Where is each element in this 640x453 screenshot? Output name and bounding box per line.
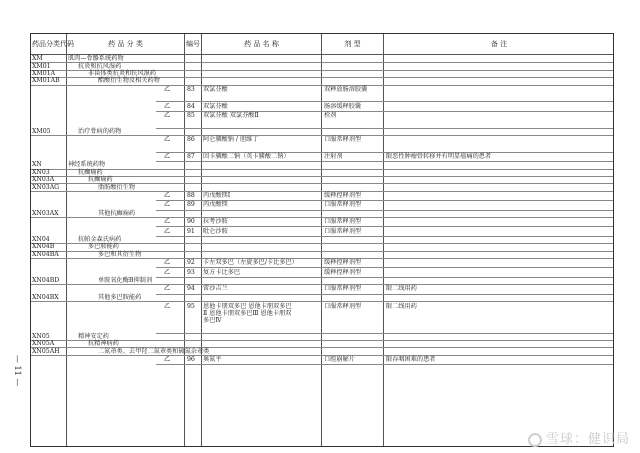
- row-number: 91: [187, 227, 195, 235]
- row-category: 脂肪酸衍生物: [98, 183, 136, 191]
- header-note: 备 注: [490, 40, 508, 48]
- row-name: 丙戊酸镁Ⅰ: [203, 191, 231, 199]
- row-name: 双氯芬酸: [203, 85, 228, 93]
- row-code: XN04BX: [32, 293, 59, 301]
- row-type: 乙: [164, 152, 171, 160]
- row-note: 限恶性肿瘤骨转移并有明显癌痛的患者: [386, 152, 492, 160]
- table-row: [31, 355, 613, 364]
- row-form: 口服常释剂型: [324, 136, 362, 144]
- row-number: 84: [187, 102, 195, 110]
- row-code: XN03AX: [32, 209, 59, 217]
- row-type: 乙: [164, 102, 171, 110]
- table-row: [31, 301, 613, 333]
- row-type: 乙: [164, 285, 171, 293]
- row-code: XM05: [32, 127, 51, 135]
- row-type: 乙: [164, 355, 171, 363]
- row-form: 注射剂: [324, 152, 343, 160]
- row-form: 口服常释剂型: [324, 218, 362, 226]
- table-row: [31, 77, 613, 84]
- row-category: 醋酸衍生物及相关药物: [98, 77, 160, 85]
- row-form: 肠溶缓释胶囊: [324, 102, 362, 110]
- row-form: 口服常释剂型: [324, 302, 362, 310]
- row-name: 复方卡比多巴: [203, 268, 241, 276]
- row-code: XM01A: [32, 69, 56, 77]
- row-category: 治疗骨病的药物: [78, 127, 122, 135]
- table-row: [31, 200, 613, 209]
- row-note: 限吞咽困难的患者: [386, 355, 436, 363]
- row-category: 抗炎和抗风湿药: [78, 62, 122, 70]
- header-name: 药 品 名 称: [244, 40, 279, 48]
- row-number: 85: [187, 112, 195, 120]
- row-number: 90: [187, 218, 195, 226]
- row-number: 89: [187, 201, 195, 209]
- table-row: [31, 210, 613, 217]
- row-number: 88: [187, 191, 195, 199]
- row-form: 口服常释剂型: [324, 285, 362, 293]
- row-number: 93: [187, 268, 195, 276]
- header-form: 剂 型: [344, 40, 361, 48]
- row-type: 乙: [164, 201, 171, 209]
- row-name: 吡仑沙胺: [203, 227, 228, 235]
- row-number: 83: [187, 85, 195, 93]
- row-name: 因卡膦酸二钠（英卡膦酸二钠）: [203, 152, 290, 160]
- table-row: [31, 258, 613, 267]
- row-form: 口服常释剂型: [324, 227, 362, 235]
- row-code: XN03AG: [32, 183, 60, 191]
- table-row: [31, 284, 613, 293]
- row-code: XM01AB: [32, 77, 60, 85]
- row-name: 阿仑膦酸钠 / 胆维丁: [203, 136, 259, 144]
- table-row: [31, 277, 613, 284]
- row-number: 87: [187, 152, 195, 160]
- table-row: [31, 176, 613, 183]
- row-form: 缓释控释剂型: [324, 191, 362, 199]
- row-name: 卡左双多巴（左旋多巴/卡比多巴）: [203, 259, 298, 267]
- row-name: 恩他卡朋双多巴 恩他卡朋双多巴Ⅱ 恩他卡朋双多巴Ⅲ 恩他卡朋双多巴Ⅳ: [203, 302, 292, 324]
- row-number: 96: [187, 355, 195, 363]
- row-type: 乙: [164, 85, 171, 93]
- table-row: [31, 347, 613, 354]
- table-row: [31, 135, 613, 152]
- row-category: 抗精神病药: [88, 340, 119, 348]
- row-type: 乙: [164, 136, 171, 144]
- table-row: [31, 243, 613, 250]
- row-category: 多巴胺能药: [88, 243, 119, 251]
- table-row: [31, 62, 613, 69]
- table-row: [31, 111, 613, 128]
- watermark: 雪球：健识局: [528, 428, 630, 447]
- header-category: 药 品 分 类: [108, 40, 143, 48]
- row-form: 口服常释剂型: [324, 201, 362, 209]
- header-code: 药品分类代码: [32, 40, 74, 48]
- row-number: 86: [187, 136, 195, 144]
- row-name: 双氯芬酸: [203, 102, 228, 110]
- table-row: [31, 333, 613, 340]
- row-type: 乙: [164, 112, 171, 120]
- row-code: XN03: [32, 168, 50, 176]
- row-number: 92: [187, 259, 195, 267]
- row-code: XN: [32, 161, 42, 169]
- row-type: 乙: [164, 227, 171, 235]
- page-number: — 11 —: [13, 355, 22, 387]
- row-code: XN05: [32, 332, 50, 340]
- row-category: 精神安定药: [78, 332, 109, 340]
- row-category: 肌肉—骨骼系统药物: [68, 55, 124, 63]
- row-code: XN05AH: [32, 347, 60, 355]
- row-type: 乙: [164, 302, 171, 310]
- row-type: 乙: [164, 218, 171, 226]
- row-name: 丙戊酸镁: [203, 201, 228, 209]
- row-category: 非甾体类抗炎和抗风湿药: [88, 69, 157, 77]
- table-row: [31, 152, 613, 161]
- row-code: XN04B: [32, 243, 55, 251]
- row-category: 抗帕金森氏病药: [78, 235, 122, 243]
- row-category: 二氮䓬类、去甲羟二氮䓬类和硫氮杂䓬类: [98, 347, 210, 355]
- row-category: 抗癫痫药: [78, 168, 103, 176]
- row-category: 多巴和其衍生物: [98, 250, 142, 258]
- row-type: 乙: [164, 268, 171, 276]
- row-category: 抗癫痫药: [88, 176, 113, 184]
- row-name: 拉考沙胺: [203, 218, 228, 226]
- snowball-logo-icon: [528, 433, 542, 447]
- row-category: 其他抗癫痫药: [98, 209, 136, 217]
- row-code: XM: [32, 55, 43, 63]
- table-row: [31, 226, 613, 235]
- row-category: 神经系统药物: [68, 161, 106, 169]
- row-form: 栓剂: [324, 112, 337, 120]
- row-category: 单胺氧化酶B抑制剂: [98, 276, 153, 284]
- table-row: [31, 55, 613, 62]
- table-row: [31, 340, 613, 347]
- row-note: 限二线用药: [386, 302, 417, 310]
- row-divider: [156, 364, 613, 365]
- row-name: 雷沙吉兰: [203, 285, 228, 293]
- row-code: XN03A: [32, 176, 55, 184]
- row-note: 限二线用药: [386, 285, 417, 293]
- header-number: 编号: [186, 40, 200, 48]
- table-row: [31, 183, 613, 190]
- table-row: [31, 169, 613, 176]
- table-row: [31, 161, 613, 168]
- table-row: [31, 294, 613, 301]
- row-code: XN04BD: [32, 276, 60, 284]
- row-number: 94: [187, 285, 195, 293]
- row-category: 其他多巴胺能药: [98, 293, 142, 301]
- row-form: 双释放肠溶胶囊: [324, 85, 368, 93]
- table-row: [31, 191, 613, 200]
- row-name: 双氯芬酸 双氯芬酸Ⅱ: [203, 112, 259, 120]
- row-code: XN04BA: [32, 250, 59, 258]
- row-code: XN05A: [32, 340, 55, 348]
- row-type: 乙: [164, 259, 171, 267]
- table-row: [31, 267, 613, 276]
- row-name: 奥氮平: [203, 355, 222, 363]
- row-code: XM01: [32, 62, 51, 70]
- table-row: [31, 128, 613, 135]
- row-code: XN04: [32, 235, 50, 243]
- row-number: 95: [187, 302, 195, 310]
- table-row: [31, 85, 613, 102]
- table-row: [31, 217, 613, 226]
- row-form: 缓释控释剂型: [324, 259, 362, 267]
- table-row: [31, 251, 613, 258]
- row-form: 口腔崩解片: [324, 355, 355, 363]
- table-row: [31, 101, 613, 110]
- row-type: 乙: [164, 191, 171, 199]
- drug-table: [30, 33, 614, 447]
- row-form: 缓释控释剂型: [324, 268, 362, 276]
